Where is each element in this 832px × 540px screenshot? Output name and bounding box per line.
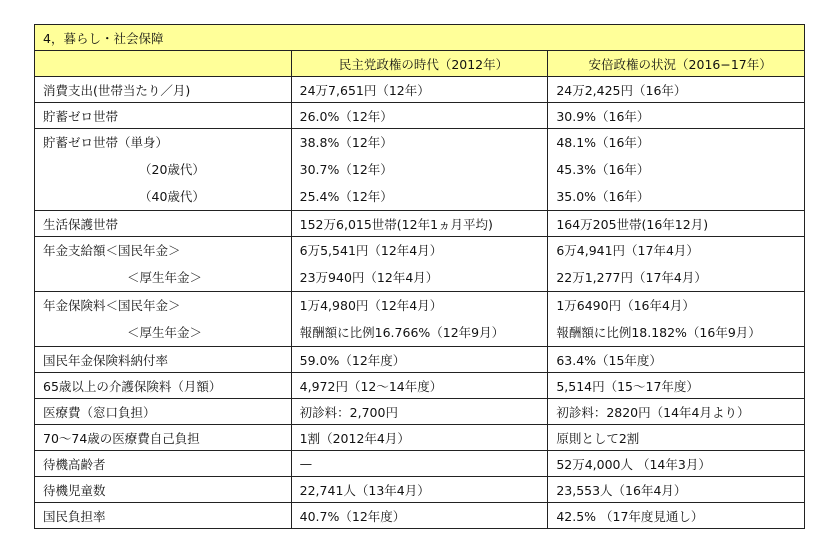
- row-label: 消費支出(世帯当たり／月): [43, 82, 191, 98]
- row-label-cell: [35, 399, 292, 425]
- header-row: [35, 51, 805, 77]
- row-label-cell: [35, 347, 292, 373]
- abe-value: 52万4,000人 （14年3月）: [556, 456, 711, 472]
- dpj-value-cell: [291, 211, 548, 237]
- dpj-value: 6万5,541円（12年4月）: [299, 243, 443, 258]
- abe-value: 報酬額に比例18.182%（16年9月）: [556, 325, 761, 340]
- abe-value: 24万2,425円（16年）: [556, 82, 687, 98]
- abe-value-cell: [548, 399, 805, 425]
- abe-value-cell: [548, 373, 805, 399]
- dpj-value-cell: [291, 477, 548, 503]
- table-row: [35, 399, 805, 425]
- table-row: [35, 477, 805, 503]
- row-label-cell: [35, 503, 292, 529]
- header-label-column: [35, 51, 292, 77]
- dpj-value-cell: [291, 399, 548, 425]
- abe-value: 30.9%（16年）: [556, 108, 650, 124]
- row-label: ＜厚生年金＞: [127, 325, 203, 340]
- row-label: 貯蓄ゼロ世帯: [43, 108, 119, 124]
- dpj-value: —: [299, 456, 313, 471]
- abe-value-cell: [548, 477, 805, 503]
- row-label-cell: [35, 237, 292, 292]
- abe-value-cell: [548, 129, 805, 211]
- dpj-value-cell: [291, 77, 548, 103]
- row-label-cell: [35, 477, 292, 503]
- abe-value-cell: [548, 211, 805, 237]
- abe-value: 45.3%（16年）: [556, 162, 650, 177]
- row-label-cell: [35, 292, 292, 347]
- row-label: 生活保護世帯: [43, 216, 119, 232]
- row-label-cell: [35, 77, 292, 103]
- row-label: 年金支給額＜国民年金＞: [43, 243, 181, 258]
- row-label: 待機高齢者: [43, 456, 106, 472]
- abe-value: 初診料：2820円（14年4月より）: [556, 404, 750, 420]
- abe-value: 22万1,277円（17年4月）: [556, 270, 707, 285]
- dpj-value-cell: [291, 129, 548, 211]
- abe-value: 48.1%（16年）: [556, 135, 650, 150]
- dpj-value-cell: [291, 373, 548, 399]
- row-label-cell: [35, 451, 292, 477]
- abe-value: 原則として2割: [556, 430, 640, 446]
- table-row: [35, 292, 805, 347]
- dpj-value: 25.4%（12年）: [299, 189, 393, 204]
- row-label: 貯蓄ゼロ世帯（単身）: [43, 135, 169, 150]
- row-label-cell: [35, 129, 292, 211]
- table-row: [35, 211, 805, 237]
- dpj-value: 26.0%（12年）: [299, 108, 393, 124]
- table-row: [35, 237, 805, 292]
- row-label: （20歳代）: [139, 162, 205, 177]
- abe-value: 164万205世帯(16年12月): [556, 216, 709, 232]
- abe-value-cell: [548, 237, 805, 292]
- dpj-value-cell: [291, 503, 548, 529]
- abe-value: 35.0%（16年）: [556, 189, 650, 204]
- row-label: 70〜74歳の医療費自己負担: [43, 430, 200, 446]
- row-label: 年金保険料＜国民年金＞: [43, 298, 181, 313]
- row-label-cell: [35, 373, 292, 399]
- abe-value-cell: [548, 503, 805, 529]
- comparison-table: [34, 24, 805, 529]
- abe-value-cell: [548, 347, 805, 373]
- table-row: [35, 503, 805, 529]
- dpj-value: 1割（2012年4月）: [299, 430, 410, 446]
- abe-value-cell: [548, 451, 805, 477]
- row-label: 医療費（窓口負担）: [43, 404, 156, 420]
- row-label-cell: [35, 211, 292, 237]
- dpj-value: 初診料：2,700円: [299, 404, 398, 420]
- table-row: [35, 103, 805, 129]
- row-label: 国民負担率: [43, 508, 106, 524]
- dpj-value-cell: [291, 103, 548, 129]
- row-label-cell: [35, 425, 292, 451]
- abe-value: 6万4,941円（17年4月）: [556, 243, 699, 258]
- abe-value: 5,514円（15〜17年度）: [556, 378, 699, 394]
- table-row: [35, 347, 805, 373]
- dpj-value: 38.8%（12年）: [299, 135, 393, 150]
- dpj-value-cell: [291, 451, 548, 477]
- dpj-value: 1万4,980円（12年4月）: [299, 298, 443, 313]
- row-label: （40歳代）: [139, 189, 205, 204]
- abe-value-cell: [548, 103, 805, 129]
- dpj-value: 59.0%（12年度）: [299, 352, 406, 368]
- dpj-value-cell: [291, 347, 548, 373]
- row-label-cell: [35, 103, 292, 129]
- section-title-row: [35, 25, 805, 51]
- row-label: ＜厚生年金＞: [127, 270, 203, 285]
- dpj-value: 152万6,015世帯(12年1ヵ月平均): [299, 216, 493, 232]
- section-title: 4，暮らし・社会保障: [35, 25, 805, 51]
- table-row: [35, 425, 805, 451]
- table-row: [35, 77, 805, 103]
- dpj-value: 報酬額に比例16.766%（12年9月）: [299, 325, 505, 340]
- table-row: [35, 451, 805, 477]
- dpj-value-cell: [291, 237, 548, 292]
- table-row: [35, 373, 805, 399]
- table-row: [35, 129, 805, 211]
- abe-value-cell: [548, 292, 805, 347]
- dpj-value: 22,741人（13年4月）: [299, 482, 430, 498]
- abe-value: 23,553人（16年4月）: [556, 482, 687, 498]
- abe-value-cell: [548, 425, 805, 451]
- dpj-value: 23万940円（12年4月）: [299, 270, 439, 285]
- abe-value: 63.4%（15年度）: [556, 352, 662, 368]
- abe-value: 42.5% （17年度見通し）: [556, 508, 704, 524]
- dpj-value: 30.7%（12年）: [299, 162, 393, 177]
- dpj-value: 40.7%（12年度）: [299, 508, 406, 524]
- abe-value-cell: [548, 77, 805, 103]
- row-label: 65歳以上の介護保険料（月額）: [43, 378, 222, 394]
- dpj-value-cell: [291, 292, 548, 347]
- row-label: 待機児童数: [43, 482, 106, 498]
- row-label: 国民年金保険料納付率: [43, 352, 169, 368]
- dpj-value: 24万7,651円（12年）: [299, 82, 430, 98]
- header-abe-era: 安倍政権の状況（2016−17年）: [548, 51, 805, 77]
- abe-value: 1万6490円（16年4月）: [556, 298, 695, 313]
- header-dpj-era: 民主党政権の時代（2012年）: [291, 51, 548, 77]
- dpj-value-cell: [291, 425, 548, 451]
- dpj-value: 4,972円（12〜14年度）: [299, 378, 443, 394]
- table-body: [35, 25, 805, 529]
